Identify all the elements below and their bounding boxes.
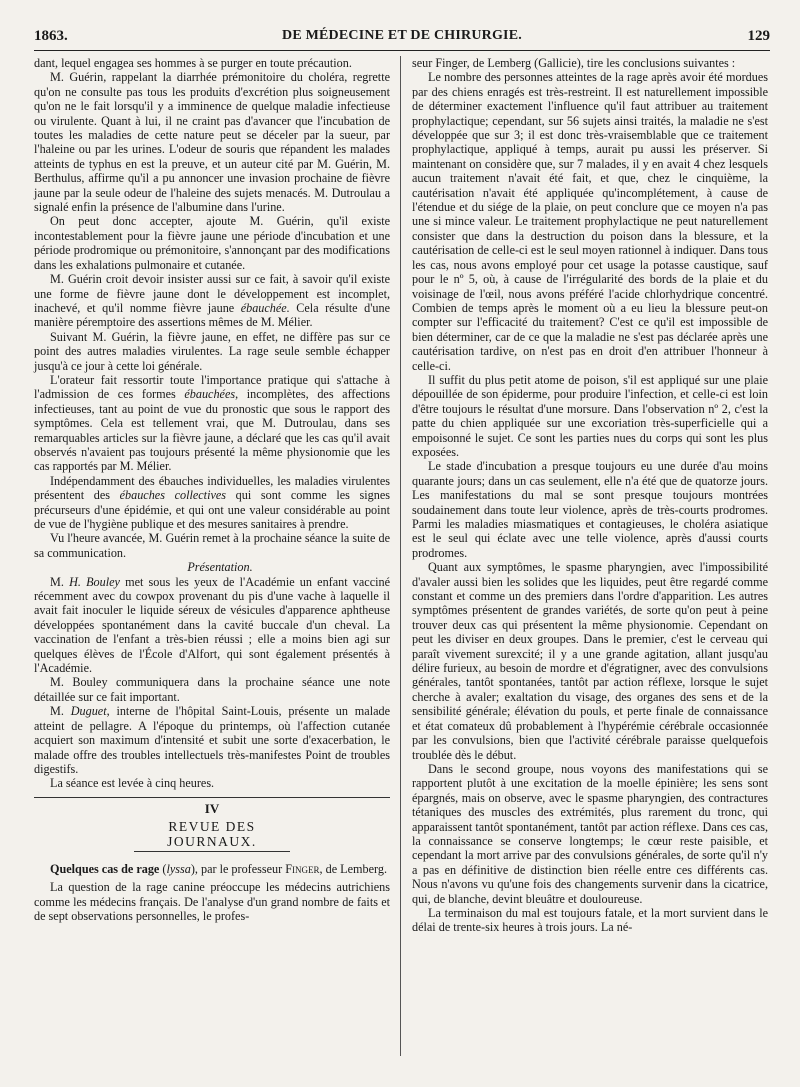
- paragraph: La question de la rage canine préoccupe les médecins autrichiens comme les médecins français. De l'analyse d'un grand nombre de faits et de sept observations personnelles, le profes-: [34, 880, 390, 924]
- paragraph: Quant aux symptômes, le spasme pharyngien, avec l'impossibilité d'avaler aussi bien les solides que les liquides, peut être regardé comme constant et comme un des premiers dans l'ordre d'apparition. Les autres symptômes présentent de grandes variétés, de sorte qu'on peut à peine trouver deux cas qui présentent la même physionomie. Cependant on peut les diviser en deux groupes. Dans le premier, c'est le cerveau qui paraît vivement surexcité; il y a une grande agitation, allant jusqu'au délire furieux, au besoin de mordre et d'égratigner, avec des convulsions générales, tantôt spontanées, tantôt par action réflexe, lorsque le sujet cherche à avaler; exaltation du visage, des organes des sens et de la sensibilité générale; élévation du pouls, et perte finale de connaissance et état comateux dû probablement à l'hypérémie cérébrale occasionnée par les convulsions, bien que l'activité cérébrale paraisse quelquefois troublée dès le début.: [412, 560, 768, 762]
- text-run: M.: [50, 704, 71, 719]
- emphasis: ébauchées: [184, 387, 236, 402]
- column-divider: [400, 56, 401, 1056]
- paragraph: Le nombre des personnes atteintes de la rage après avoir été mordues par des chiens enragés est très-restreint. Il est naturellement impossible de déterminer exactement l'influence qu'il faut attribuer au traitement prophylactique; cependant, sur 56 sujets ainsi traités, la maladie ne s'est développée que sur 3; il est donc très-vraisemblable que ce traitement prophylactique, appliqué à temps, aurait pu aussi les préserver. Si maintenant on considère que, sur 7 malades, il y en avait 4 chez lesquels aucun traitement n'avait été fait, et que, chez le cinquième, la cautérisation n'avait été appliquée qu'incomplétement, à cause de l'étendue et du siége de la plaie, on peut conclure que ce moyen n'a pas une si mince valeur. Le traitement prophylactique ne peut naturellement consister que dans la destruction du poison dans la blessure, et la cautérisation de celle-ci est le seul moyen rationnel à indiquer. Dans tous les cas, nous avons employé pour cet usage la potasse caustique, sauf pour le nº 5, où, à cause de l'irrégularité des bords de la plaie et du voisinage de l'œil, nous avons préféré l'acide chlorhydrique concentré. Combien de temps après le moment où a eu lieu la blessure peut-on compter sur l'efficacité du traitement? C'est ce qu'il est impossible de bien déterminer, car de ce que la maladie ne s'est pas déclarée après une cautérisation tardive, on n'est pas en droit d'en attribuer l'honneur à celle-ci.: [412, 70, 768, 373]
- author-name: Finger: [285, 861, 320, 876]
- emphasis: ébauches collectives: [119, 488, 227, 503]
- text-run: met sous les yeux de l'Académie un enfant vacciné récemment avec du cowpox provenant du pis d'une vache à laquelle il avait fait inoculer le liquide séreux de vésicules d'apparence aphtheuse développées spontanément dans la cavité buccale d'un cheval. La vaccination de l'enfant a très-bien réussi ; elle a moins bien agi sur quelques élèves de l'École d'Alfort, qui sont également présentés à l'Académie.: [34, 574, 390, 676]
- paragraph: On peut donc accepter, ajoute M. Guérin, qu'il existe incontestablement pour la fièvre jaune une période d'incubation et une période prodromique ou prémonitoire, s'annonçant par des modifications dans les exhalations pulmonaire et cutanée.: [34, 214, 390, 272]
- paragraph: [34, 575, 390, 676]
- text-run: M. Guérin croit devoir insister aussi sur ce fait, à savoir qu'il existe une forme de fièvre jaune dont le développement est incomplet, inachevé, et qu'il nomme fièvre jaune: [34, 272, 390, 315]
- section-rule: [34, 797, 390, 798]
- paragraph: [34, 474, 390, 532]
- paragraph: M. Bouley communiquera dans la prochaine séance une note détaillée sur ce fait important.: [34, 675, 390, 704]
- text-run: , par le professeur: [194, 861, 286, 876]
- page-number: 129: [747, 28, 770, 44]
- paragraph: Suivant M. Guérin, la fièvre jaune, en effet, ne diffère pas sur ce point des autres maladies virulentes. La rage seule semble échapper jusqu'à ce jour à cette loi générale.: [34, 329, 390, 373]
- paragraph: La terminaison du mal est toujours fatale, et la mort survient dans le délai de trente-six heures à trois jours. La né-: [412, 905, 768, 935]
- right-column: [412, 56, 768, 935]
- paragraph: M. Guérin, rappelant la diarrhée prémonitoire du choléra, regrette qu'on ne consulte pas tous les produits d'excrétion plus soigneusement qu'on ne le fait lorsqu'il y a imminence de quelque maladie infectieuse ou virulente. Quant à lui, il ne craint pas d'avancer que l'incubation de toutes les maladies de cette nature peut se déceler par la sueur, par l'haleine ou par les urines. L'odeur de souris que répandent les malades atteints de typhus en est la preuve, et un auteur cité par M. Guérin, M. Berthulus, affirme qu'il a pu annoncer une invasion prochaine de fièvre jaune par la seule odeur de l'haleine des sujets menacés. M. Dutroulau a signalé enfin la présence de l'albumine dans l'urine.: [34, 70, 390, 215]
- paragraph: La séance est levée à cinq heures.: [50, 776, 215, 791]
- running-header: [34, 26, 770, 51]
- left-column: [34, 56, 390, 924]
- text-run: Indépendamment des ébauches individuelles, les maladies virulentes présentent des: [34, 473, 390, 503]
- emphasis: ébauchée.: [240, 300, 290, 315]
- paragraph: [34, 704, 390, 776]
- header-year: 1863.: [34, 28, 68, 44]
- text-run: qui sont comme les signes précurseurs d'une épidémie, et qui ont une valeur considérable au point de vue de l'hygiène publique et des mesures sanitaires à prendre.: [34, 488, 390, 531]
- paragraph: Il suffit du plus petit atome de poison, s'il est appliqué sur une plaie dépouillée de son épiderme, pour produire l'infection, et celle-ci est loin d'être toujours le résultat d'une morsure. Dans l'observation nº 2, c'est la patte du chien appliquée sur une excoriation très-superficielle qui a empoisonné le sujet. Ce sont les parties nues du corps qui sont les plus exposées.: [412, 372, 768, 459]
- paragraph: dant, lequel engagea ses hommes à se purger en toute précaution.: [34, 56, 352, 70]
- paragraph: Vu l'heure avancée, M. Guérin remet à la prochaine séance la suite de sa communication.: [34, 531, 390, 560]
- emphasis: H. Bouley: [69, 574, 120, 589]
- subheading: Présentation.: [187, 560, 253, 575]
- article-title: Quelques cas de rage (lyssa), par le professeur Finger, de Lemberg.: [50, 861, 387, 876]
- section-number: IV: [204, 800, 220, 816]
- emphasis: Duguet: [70, 704, 107, 719]
- text-run: Cela résulte d'une manière péremptoire des assertions mêmes de M. Mélier.: [34, 300, 390, 330]
- text-run: , de Lemberg.: [319, 861, 387, 876]
- paragraph: Dans le second groupe, nous voyons des manifestations qui se rapportent plutôt à une excitation de la moelle épinière; les sens sont épargnés, mais on observe, avec le spasme pharyngien, des contractures tétaniques des muscles des extrémités, plus rarement du tronc, qui apparaissent tantôt spontanément, tantôt par action réflexe. Dans ces cas, la connaissance se conserve longtemps; le cœur reste paisible, et cependant la mort arrive par des convulsions générales, de sorte qu'il n'y a pas en définitive de distinction bien réelle entre ces différents cas. Nous n'avons vu qu'une fois des changements survenir dans la cicatrice, qui, de blanche, devint bleuâtre et douloureuse.: [412, 761, 768, 906]
- article-title-bold: Quelques cas de rage: [50, 861, 160, 876]
- paragraph: [34, 272, 390, 330]
- emphasis: lyssa: [166, 861, 191, 876]
- text-run: , incomplètes, des affections infectieuses, tant au point de vue du pronostic que sous le rapport des symptômes. Cela est tellement vrai, que M. Dutroulau, dans ses remarquables articles sur la fièvre jaune, a déclaré que les cas qu'il avait observés n'avaient pas toujours présenté la même physionomie que les cas rapportés par M. Mélier.: [34, 387, 391, 474]
- text-run: L'orateur fait ressortir toute l'importance pratique qui s'attache à l'admission de ces formes: [34, 372, 390, 402]
- paragraph: Le stade d'incubation a presque toujours eu une durée d'au moins quarante jours; dans un cas seulement, elle n'a été que de quatorze jours. Les manifestations du mal se sont presque toujours montrées soudainement dans toute leur violence, après de très-courts prodromes. Parmi les maladies miasmatiques et contagieuses, le choléra asiatique est le seul qui éclate avec une telle violence, après d'aussi courts prodromes.: [412, 459, 768, 560]
- text-run: M.: [50, 574, 70, 589]
- text-run: , interne de l'hôpital Saint-Louis, présente un malade atteint de pellagre. A l'époque du printemps, où l'affection cutanée acquiert son maximum d'intensité et subit une sorte d'exacerbation, le malade offre des troubles intellectuels très-manifestes Point de troubles digestifs.: [34, 704, 390, 776]
- paragraph: [34, 373, 390, 474]
- section-title: REVUE DES JOURNAUX.: [134, 820, 290, 852]
- paragraph: seur Finger, de Lemberg (Gallicie), tire les conclusions suivantes :: [412, 56, 736, 70]
- header-title: DE MÉDECINE ET DE CHIRURGIE.: [282, 28, 522, 43]
